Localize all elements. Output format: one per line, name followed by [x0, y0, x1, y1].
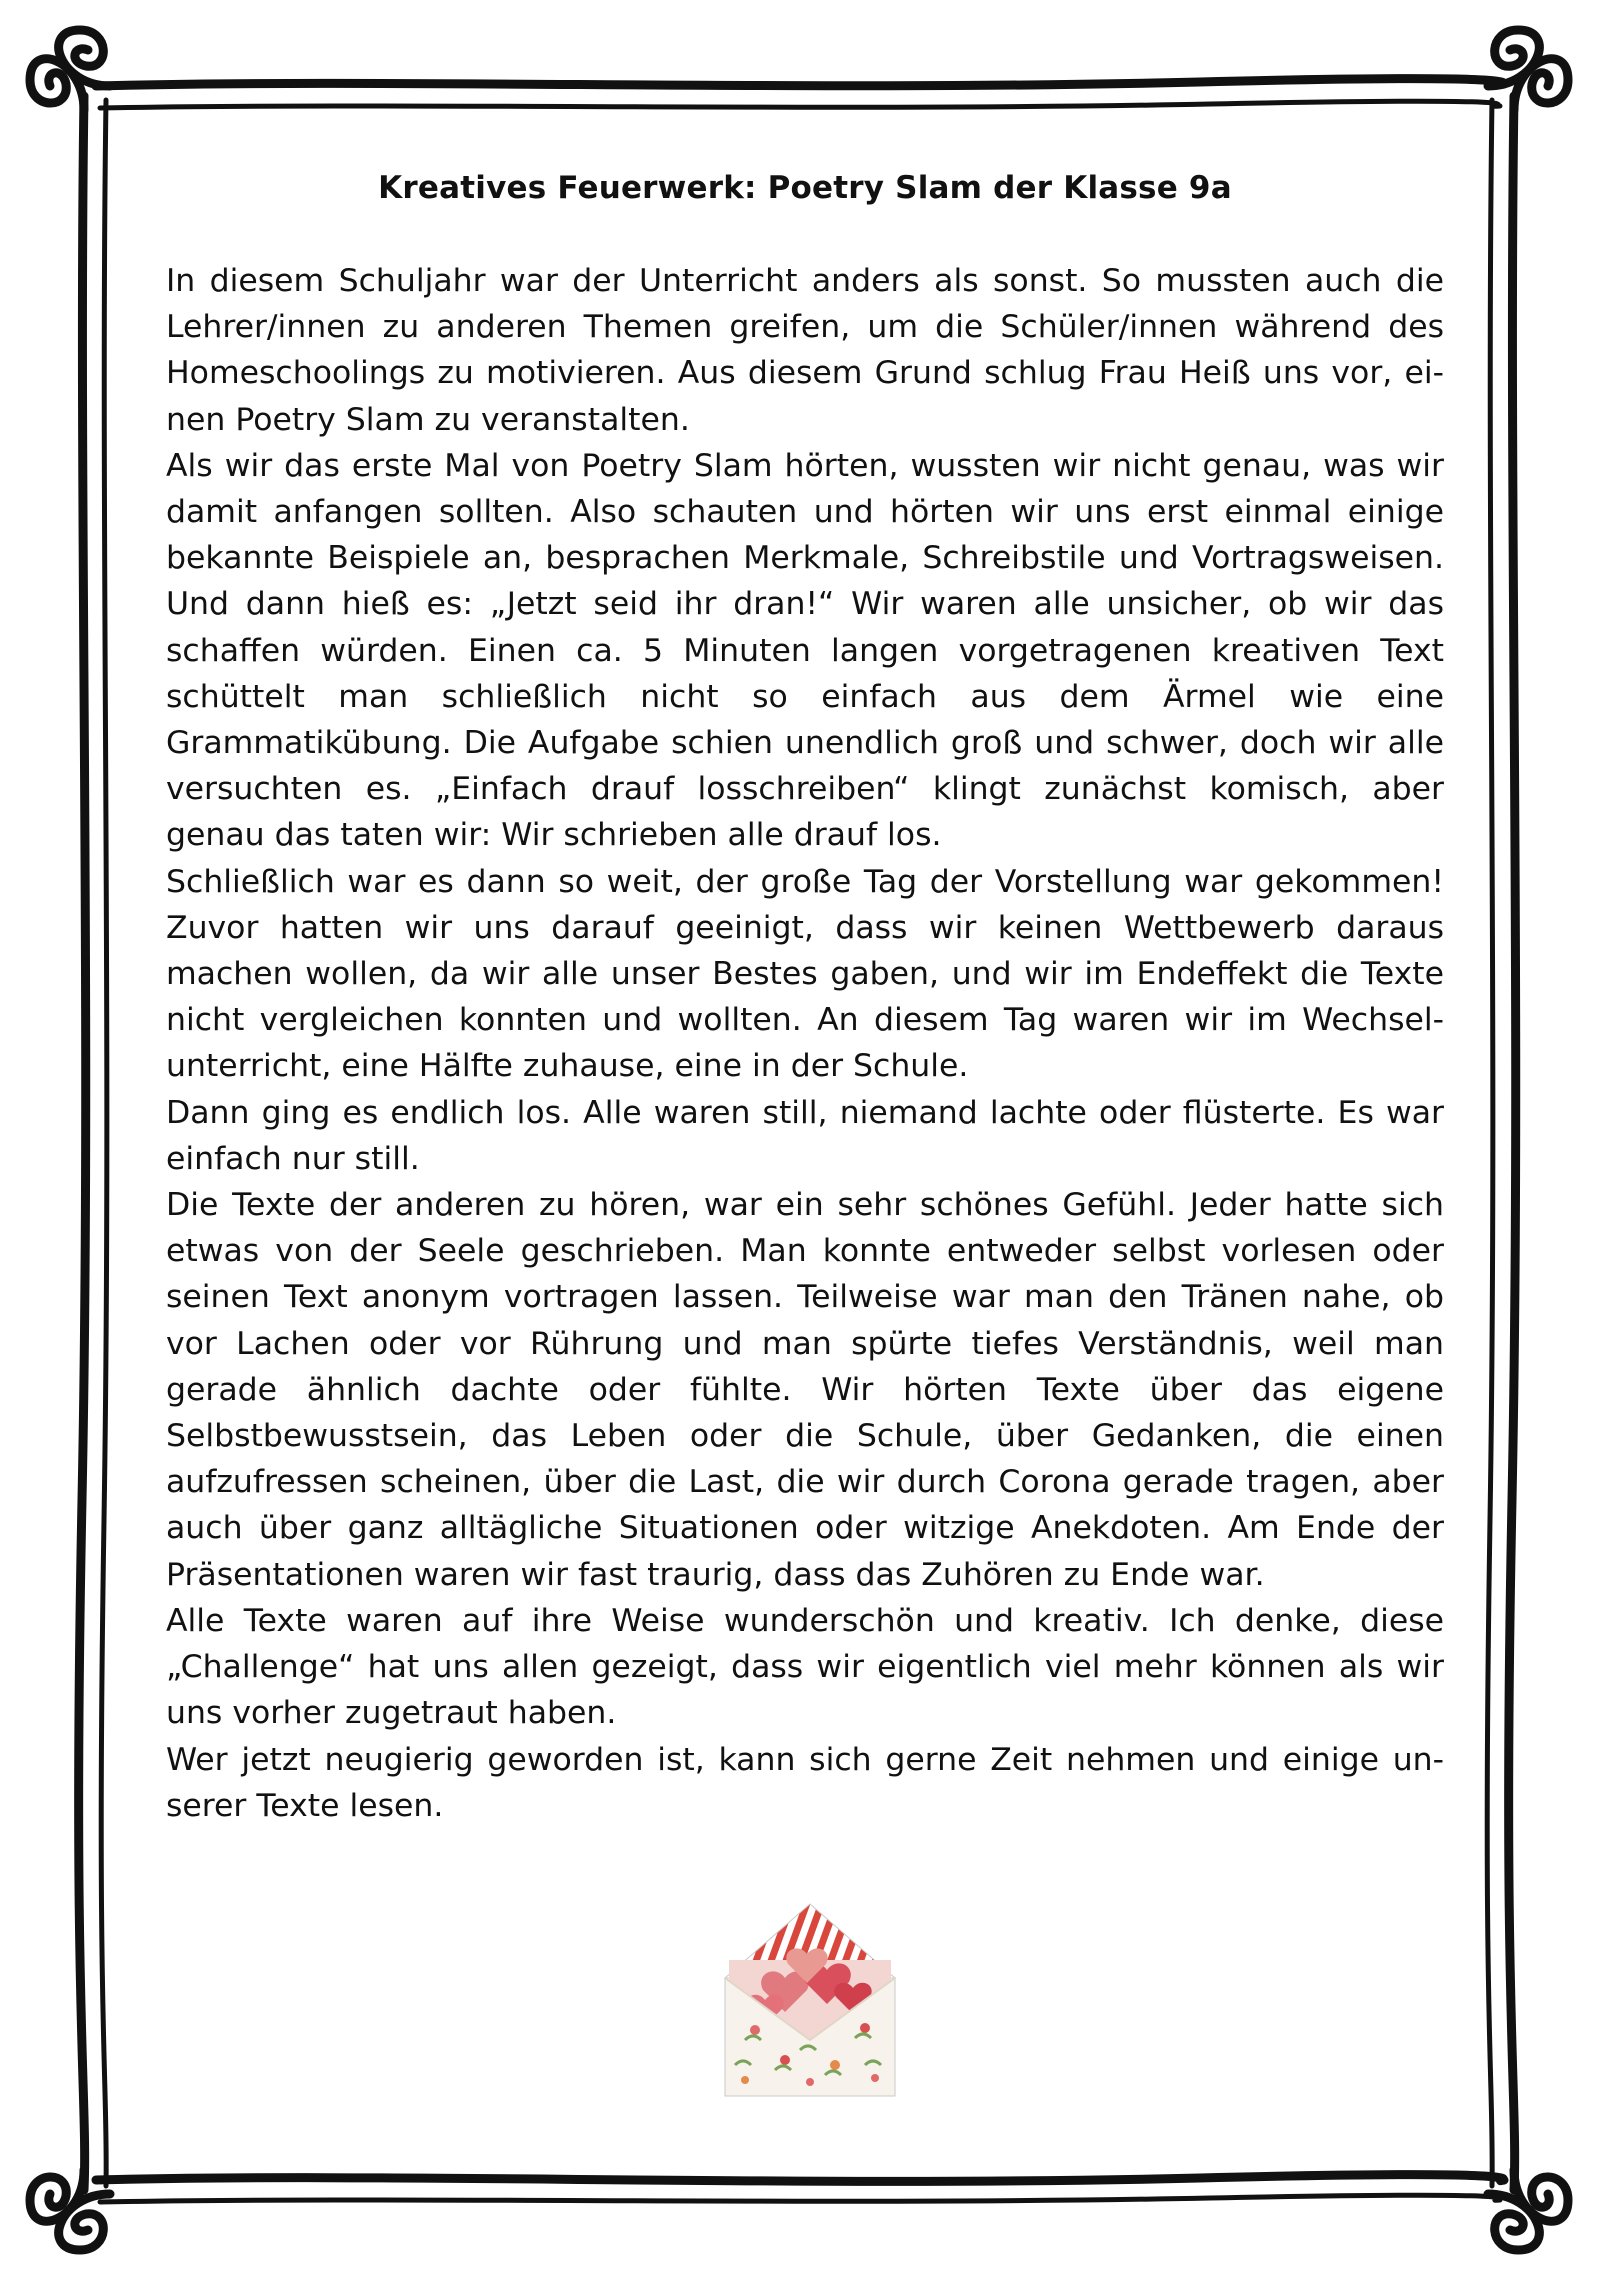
- paragraph-5: Die Texte der anderen zu hören, war ein sehr schönes Gefühl. Jeder hatte sich etwas von der Seele geschrieben. Man konnte entweder selbst vorlesen oder seinen Text anonym vortragen lassen. Teilweise war man den Tränen nahe, ob vor Lachen oder vor Rührung und man spürte tiefes Verständnis, weil man gerade ähnlich dachte oder fühlte. Wir hörten Texte über das eigene Selbstbewusstsein, das Leben oder die Schule, über Gedanken, die einen aufzufressen scheinen, über die Last, die wir durch Corona gerade tragen, aber auch über ganz alltägliche Situationen oder witzige Anekdoten. Am Ende der Präsentationen waren wir fast traurig, dass das Zuhören zu Ende war.: [166, 1187, 1444, 1593]
- paragraph-7: Wer jetzt neugierig geworden ist, kann sich gerne Zeit nehmen und einige unserer Texte lesen.: [166, 1741, 1444, 1824]
- paragraph-2: Als wir das erste Mal von Poetry Slam hörten, wussten wir nicht genau, was wir damit anfangen sollten. Also schauten und hörten wir uns erst einmal einige bekannte Beispiele an, besprachen Merkmale, Schreibstile und Vortragsweisen. Und dann hieß es: „Jetzt seid ihr dran!“ Wir waren alle unsicher, ob wir das schaffen würden. Einen ca. 5 Minuten langen vorgetragenen kreativen Text schüttelt man schließlich nicht so einfach aus dem Ärmel wie eine Grammatikübung. Die Aufgabe schien unendlich groß und schwer, doch wir alle versuchten es. „Einfach drauf losschreiben“ klingt zunächst komisch, aber genau das taten wir: Wir schrieben alle drauf los.: [166, 447, 1444, 854]
- page-title: Kreatives Feuerwerk: Poetry Slam der Klasse 9a: [378, 170, 1232, 206]
- paragraph-3: Schließlich war es dann so weit, der große Tag der Vorstellung war gekommen! Zuvor hatten wir uns darauf geeinigt, dass wir keinen Wettbewerb daraus machen wollen, da wir alle unser Bestes gaben, und wir im Endeffekt die Texte nicht vergleichen konnten und wollten. An diesem Tag waren wir im Wechselunterricht, eine Hälfte zuhause, eine in der Schule.: [166, 863, 1444, 1085]
- paragraph-4: Dann ging es endlich los. Alle waren still, niemand lachte oder flüsterte. Es war einfach nur still.: [166, 1094, 1444, 1177]
- paragraph-6: Alle Texte waren auf ihre Weise wunderschön und kreativ. Ich denke, diese „Challenge“ hat uns allen gezeigt, dass wir eigentlich viel mehr können als wir uns vorher zugetraut haben.: [166, 1602, 1444, 1732]
- envelope-with-hearts-icon: [715, 1900, 905, 2098]
- paragraph-1: In diesem Schuljahr war der Unterricht anders als sonst. So mussten auch die Lehrer/innen zu anderen Themen greifen, um die Schüler/innen während des Homeschoolings zu motivieren. Aus diesem Grund schlug Frau Heiß uns vor, einen Poetry Slam zu veranstalten.: [166, 263, 1444, 438]
- article: [166, 170, 1444, 1829]
